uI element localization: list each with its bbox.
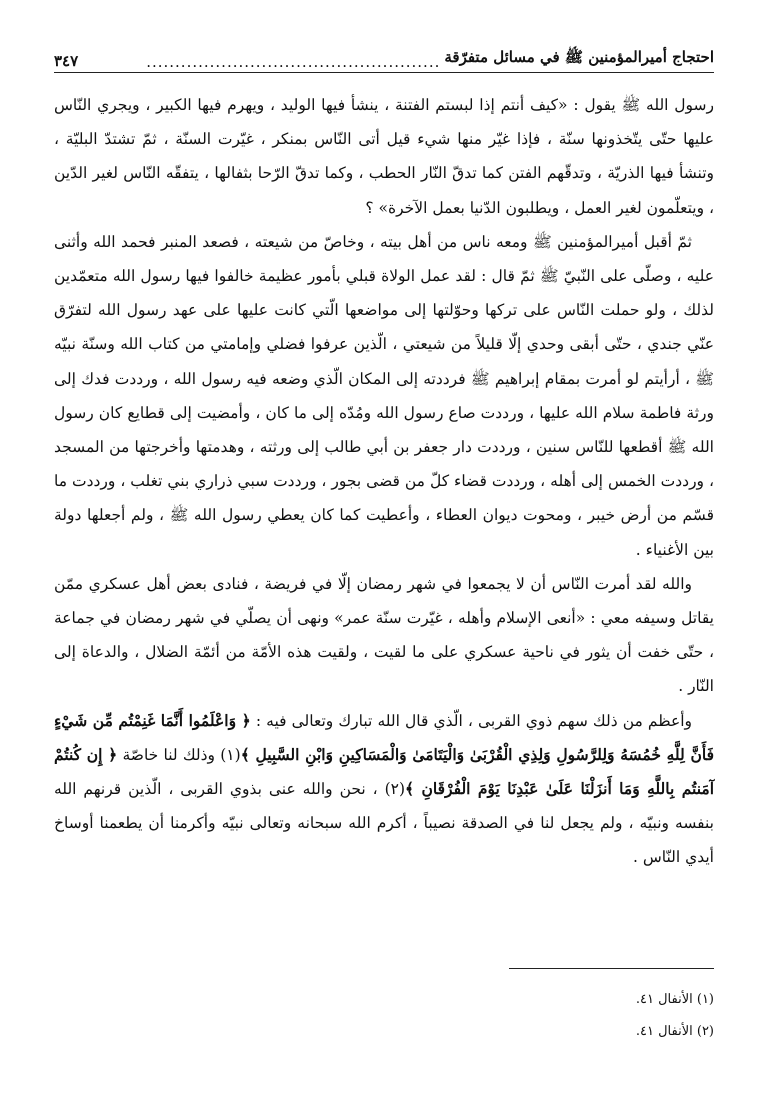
- footnote-rule: [509, 968, 714, 969]
- book-page: [54, 0, 714, 1104]
- paragraph-4-text-c: (٢) ، نحن والله عنى بذوي القربى ، الّذين قرنهم الله بنفسه ونبيّه ، ولم يجعل لنا في الصدقة نصيباً ، أكرم الله سبحانه وتعالى نبيّه وأكرمنا أن يطعمنا أوساخ أيدي النّاس .: [54, 780, 714, 867]
- header-rule: [54, 72, 714, 73]
- paragraph-3: والله لقد أمرت النّاس أن لا يجمعوا في شهر رمضان إلّا في فريضة ، فنادى بعض أهل عسكري ممّن يقاتل وسيفه معي : «أنعى الإسلام وأهله ، غيّرت سنّة عمر» ونهى أن يصلّي في شهر رمضان في جماعة ، حتّى خفت أن يثور في ناحية عسكري على ما لقيت ، ولقيت هذه الأمّة من أئمّة الضلال ، والدعاة إلى النّار .: [54, 574, 714, 696]
- body-text: [54, 88, 714, 875]
- paragraph-4-text-b: (١) وذلك لنا خاصّة: [117, 745, 241, 764]
- page-header: [54, 38, 714, 70]
- leader-dots: ...................................................: [146, 55, 441, 70]
- footnote-2: (٢) الأنفال ٤١.: [635, 1024, 714, 1039]
- paragraph-2: ثمّ أقبل أميرالمؤمنين ﷺ ومعه ناس من أهل بيته ، وخاصّ من شيعته ، فصعد المنبر فحمد الله وأثنى عليه ، وصلّى على النّبيّ ﷺ ثمّ قال : لقد عمل الولاة قبلي بأمور عظيمة خالفوا فيها رسول الله متعمّدين لذلك ، ولو حملت النّاس على تركها وحوّلتها إلى مواضعها الّتي كانت عليها على عهد رسول الله لتفرّق عنّي جندي ، حتّى أبقى وحدي إلّا قليلاً من شيعتي ، الّذين عرفوا فضلي وإمامتي من كتاب الله وسنّة نبيّه ﷺ ، أرأيتم لو أمرت بمقام إبراهيم ﷺ فرددته إلى المكان الّذي وضعه فيه رسول الله ، ورددت فدك إلى ورثة فاطمة سلام الله عليها ، ورددت صاع رسول الله ومُدّه إلى ما كان ، وأمضيت إلى قطايع كان رسول الله ﷺ أقطعها للنّاس سنين ، ورددت دار جعفر بن أبي طالب إلى ورثته ، وهدمتها وأخرجتها من المسجد ، ورددت الخمس إلى أهله ، ورددت قضاء كلّ من قضى بجور ، ورددت سبي ذراري بني تغلب ، ورددت ما قسّم من أرض خيبر ، ومحوت ديوان العطاء ، وأعطيت كما كان يعطي رسول الله ﷺ ، ولم أجعلها دولة بين الأغنياء .: [54, 232, 714, 559]
- quran-verse-1: ﴿ وَاعْلَمُوا أَنَّمَا غَنِمْتُم مِّن شَيْءٍ فَأَنَّ لِلَّهِ خُمُسَهُ وَلِلرَّسُولِ وَلِذِي الْقُرْبَىٰ وَالْيَتَامَىٰ وَالْمَسَاكِينِ وَابْنِ السَّبِيلِ ﴾: [54, 710, 714, 764]
- footnotes: [54, 984, 714, 1048]
- running-title: احتجاج أميرالمؤمنين ﷺ في مسائل متفرّقة: [444, 48, 714, 66]
- paragraph-1: رسول الله ﷺ يقول : «كيف أنتم إذا لبستم الفتنة ، ينشأ فيها الوليد ، ويهرم فيها الكبير ، ويجري النّاس عليها حتّى يتّخذونها سنّة ، فإذا غيّر منها شيء قيل أتى النّاس بمنكر ، غيّرت السنّة ، ثمّ تشتدّ البليّة ، وتنشأ فيها الذريّة ، وتدقّهم الفتن كما تدقّ النّار الحطب ، وكما تدقّ الرّحا بثفالها ، يتفقّه النّاس لغير الدّين ، ويتعلّمون لغير العمل ، ويطلبون الدّنيا بعمل الآخرة» ؟: [54, 96, 714, 217]
- paragraph-4: [54, 704, 714, 875]
- paragraph-4-text-a: وأعظم من ذلك سهم ذوي القربى ، الّذي قال الله تبارك وتعالى فيه :: [250, 711, 692, 730]
- footnote-1: (١) الأنفال ٤١.: [635, 992, 714, 1007]
- quran-verse-2: ﴿ إِن كُنتُمْ آمَنتُم بِاللَّهِ وَمَا أَنزَلْنَا عَلَىٰ عَبْدِنَا يَوْمَ الْفُرْقَانِ ﴾: [54, 744, 714, 799]
- page-number: ٣٤٧: [54, 52, 79, 70]
